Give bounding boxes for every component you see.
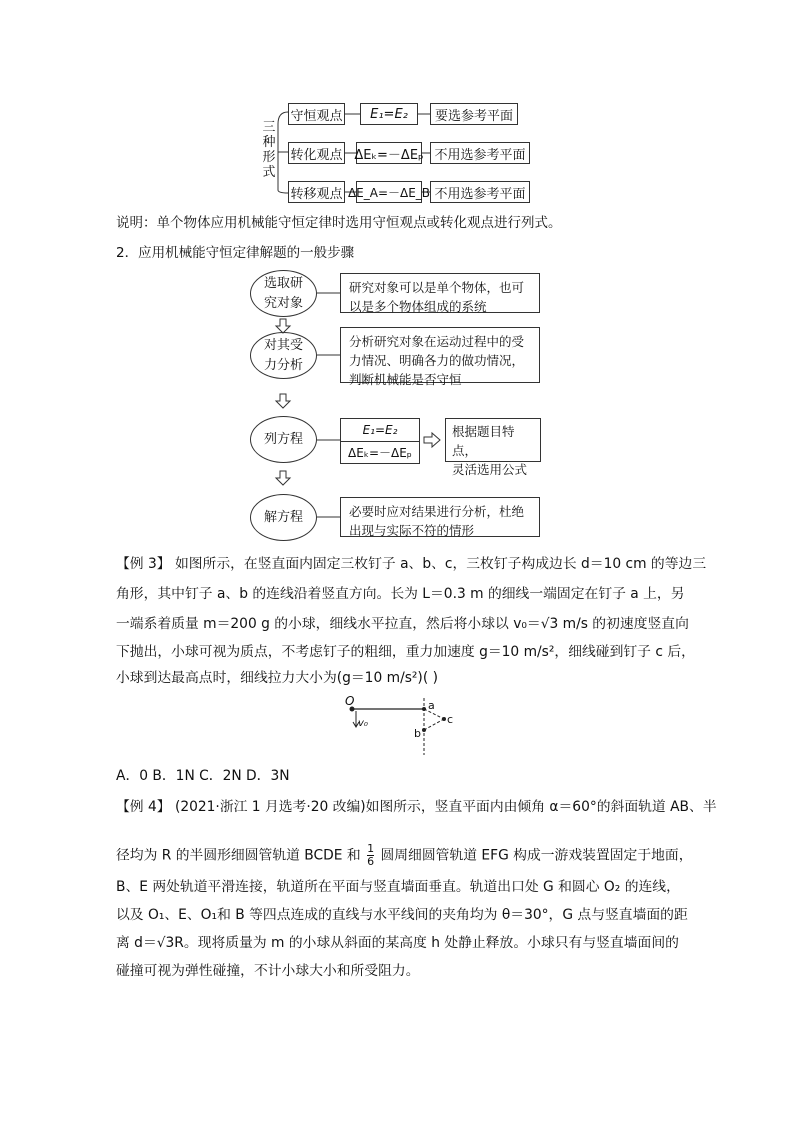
note-box-transformation: 不用选参考平面 [430,142,530,164]
example3-line-5: 小球到达最高点时，细线拉力大小为(g＝10 m/s²)( ) [116,670,438,686]
desc-line: 研究对象可以是单个物体，也可 [349,280,525,295]
desc-line: 灵活选用公式 [452,462,528,477]
figure-label-c: c [447,713,454,726]
example4-line-5: 离 d＝√3R。现将质量为 m 的小球从斜面的某高度 h 处静止释放。小球只有与竖直墙面间的 [116,935,679,951]
example4-line-1: 【例 4】 (2021·浙江 1 月选考·20 改编)如图所示，竖直平面内由倾角 α＝60°的斜面轨道 AB、半 [116,799,717,815]
view-box-conservation: 守恒观点 [288,103,345,125]
note-box-conservation: 要选参考平面 [430,103,518,125]
step-label: 列方程 [263,431,303,447]
desc-line: 出现与实际不符的情形 [349,523,475,538]
figure-label-a: a [428,699,435,712]
desc-line: 根据题目特点， [452,424,515,458]
step-label: 究对象 [263,295,303,311]
example4-line-2-end: 圆周细圆管轨道 EFG 构成一游戏装置固定于地面， [380,847,693,864]
desc-line: 力情况、明确各力的做功情况， [349,353,525,368]
example4-line-6: 碰撞可视为弹性碰撞，不计小球大小和所受阻力。 [116,963,420,979]
view-box-transformation: 转化观点 [288,142,345,164]
desc-line: 分析研究对象在运动过程中的受 [349,334,525,349]
example4-line-3: B、E 两处轨道平滑连接，轨道所在平面与竖直墙面垂直。轨道出口处 G 和圆心 O₂ 的连线， [116,879,680,895]
step-label: 力分析 [263,357,303,373]
desc-line: 以是多个物体组成的系统 [349,299,487,314]
formula-box-conservation: E₁=E₂ [360,103,418,125]
equation-formula-1: E₁=E₂ [341,419,419,442]
formula-box-transformation: ΔEₖ=－ΔEₚ [356,142,422,164]
step-label: 对其受 [263,337,303,353]
example4-line-4: 以及 O₁、E、O₁和 B 等四点连成的直线与水平线间的夹角均为 θ＝30°，G 点与竖直墙面的距 [116,907,688,923]
desc-line: 必要时应对结果进行分析，杜绝 [349,504,525,519]
fraction-denominator: 6 [367,855,375,868]
example3-line-3: 一端系着质量 m＝200 g 的小球，细线水平拉直，然后将小球以 v₀＝√3 m/s 的初速度竖直向 [116,616,689,632]
note-box-transfer: 不用选参考平面 [430,181,530,203]
desc-line: 判断机械能是否守恒 [349,372,462,387]
fraction-one-sixth [367,843,374,868]
example3-line-4: 下抛出，小球可视为质点，不考虑钉子的粗细，重力加速度 g＝10 m/s²，细线碰到钉子 c 后， [116,644,695,660]
view-box-transfer: 转移观点 [288,181,345,203]
step-desc-select [340,273,540,313]
formula-box-transfer: ΔE_A=－ΔE_B [356,181,422,203]
equation-formula-box [340,418,420,464]
example4-line-2-start: 径均为 R 的半圆形细圆管轨道 BCDE 和 [116,847,361,864]
step-ellipse-select [250,270,317,317]
figure-label-b: b [414,727,421,740]
example3-line-2: 角形，其中钉子 a、b 的连线沿着竖直方向。长为 L＝0.3 m 的细线一端固定在钉子 a 上，另 [116,586,685,602]
section-2-title: 2．应用机械能守恒定律解题的一般步骤 [116,245,355,261]
step-desc-force-analysis [340,327,540,387]
note-line: 说明：单个物体应用机械能守恒定律时选用守恒观点或转化观点进行列式。 [116,215,562,231]
example4-line-2 [116,843,693,868]
step-ellipse-equation [250,416,317,463]
equation-formula-2: ΔEₖ=－ΔEₚ [348,446,412,460]
forms-bracket-label: 三种形式 [262,120,276,180]
figure-label-v0: v₀ [358,718,368,729]
step-desc-equation [445,418,541,477]
step-desc-solve [340,497,540,537]
example3-options: A．0 B．1N C．2N D．3N [116,768,290,784]
step-ellipse-solve [250,494,317,541]
figure-label-O: O [345,694,355,708]
step-ellipse-force-analysis [250,332,317,379]
example3-line-1: 【例 3】 如图所示，在竖直面内固定三枚钉子 a、b、c，三枚钉子构成边长 d＝10 cm 的等边三 [116,556,707,572]
fraction-numerator: 1 [367,842,375,855]
step-label: 选取研 [263,275,303,291]
step-label: 解方程 [263,509,303,525]
